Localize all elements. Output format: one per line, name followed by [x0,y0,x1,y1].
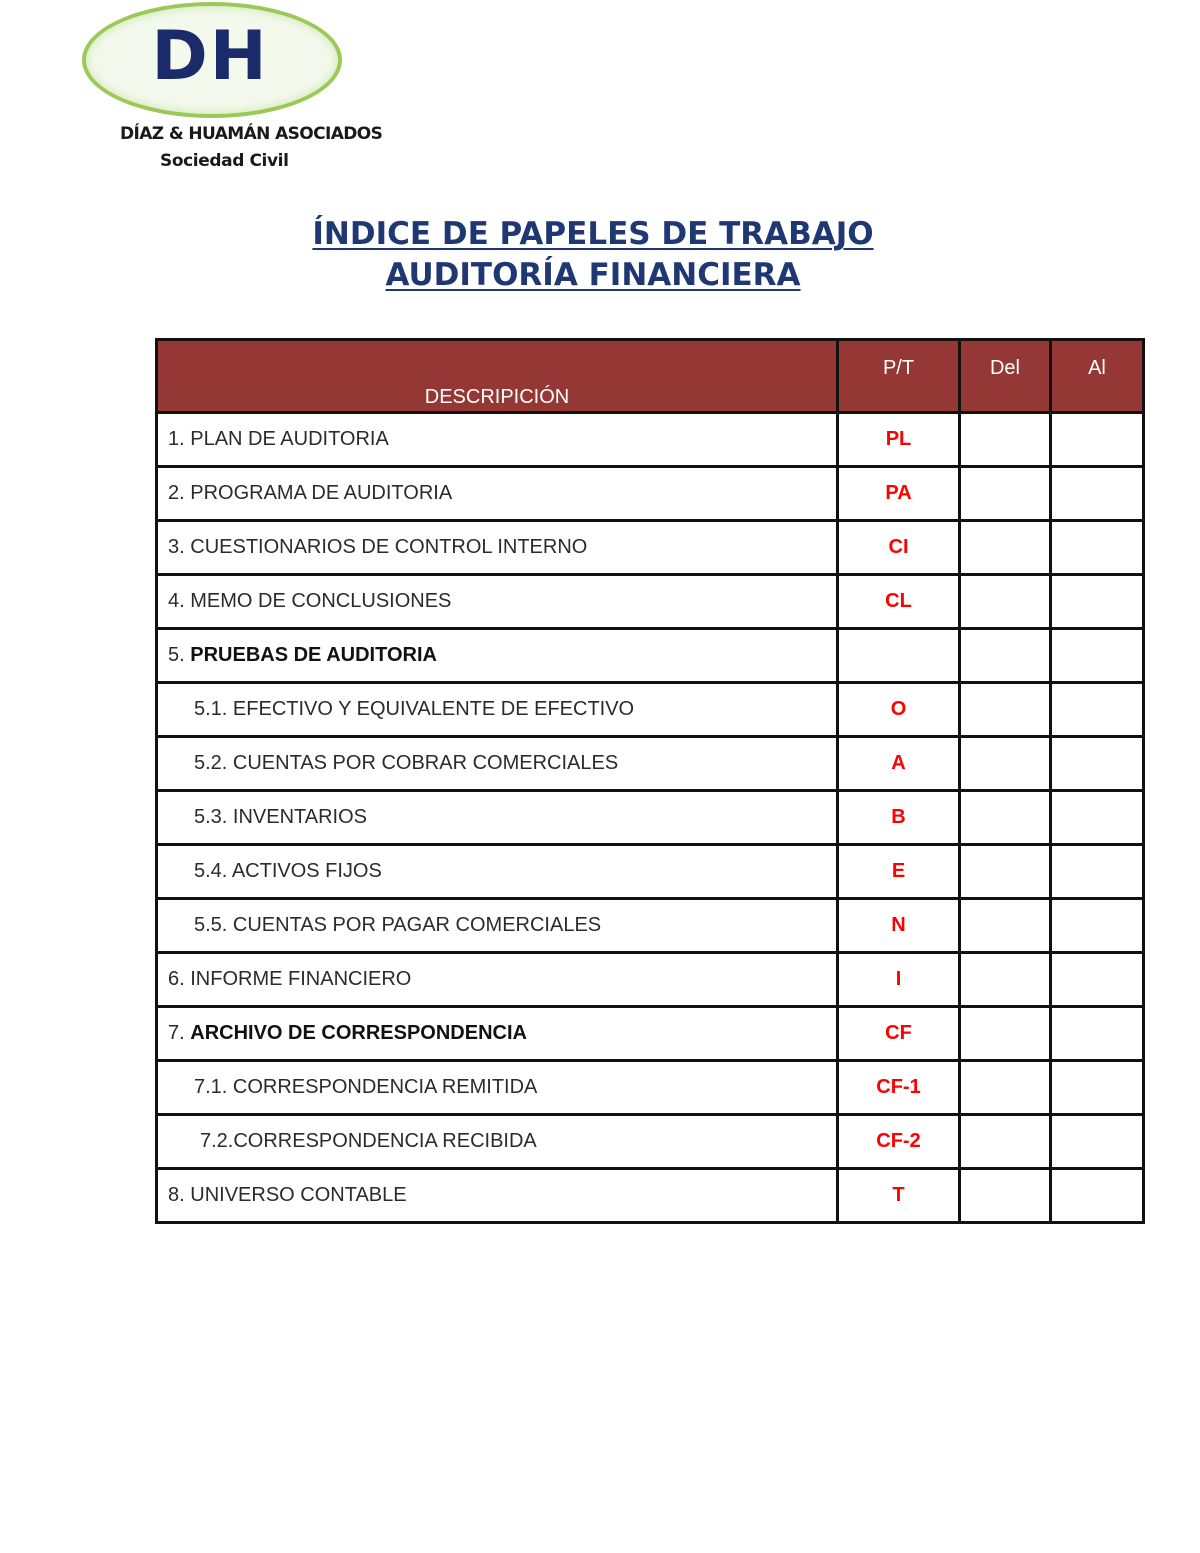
row-pt-code: CF-1 [838,1061,960,1115]
row-description [157,467,838,521]
row-number: 3. [168,536,191,558]
row-text: MEMO DE CONCLUSIONES [190,590,452,612]
row-description [157,791,838,845]
table-row [157,1061,1144,1115]
row-del-cell [960,629,1051,683]
row-pt-code: CF-2 [838,1115,960,1169]
row-text: PLAN DE AUDITORIA [190,428,389,450]
header-pt: P/T [838,340,960,413]
table-row [157,467,1144,521]
row-al-cell [1051,1061,1144,1115]
row-text: UNIVERSO CONTABLE [190,1184,407,1206]
row-pt-code: B [838,791,960,845]
row-text: 5.5. CUENTAS POR PAGAR COMERCIALES [194,914,602,936]
row-description [157,1115,838,1169]
table-row [157,683,1144,737]
row-al-cell [1051,899,1144,953]
table-row [157,1115,1144,1169]
row-pt-code: N [838,899,960,953]
table-row [157,737,1144,791]
row-number: 6. [168,968,191,990]
row-pt-code: T [838,1169,960,1223]
row-text: 5.4. ACTIVOS FIJOS [194,860,382,882]
row-al-cell [1051,467,1144,521]
row-del-cell [960,953,1051,1007]
header-description: DESCRIPICIÓN [157,340,838,413]
row-text: 7.1. CORRESPONDENCIA REMITIDA [194,1076,538,1098]
firm-logo [82,2,338,114]
row-pt-code: CI [838,521,960,575]
table-row [157,1007,1144,1061]
firm-subtitle: Sociedad Civil [160,151,289,171]
row-al-cell [1051,1169,1144,1223]
row-description [157,737,838,791]
row-al-cell [1051,1115,1144,1169]
row-pt-code [838,629,960,683]
row-description [157,1007,838,1061]
row-del-cell [960,413,1051,467]
table-row [157,413,1144,467]
row-pt-code: CF [838,1007,960,1061]
table-row [157,953,1144,1007]
table-row [157,899,1144,953]
row-text: 5.1. EFECTIVO Y EQUIVALENTE DE EFECTIVO [194,698,635,720]
row-description [157,521,838,575]
row-del-cell [960,575,1051,629]
row-del-cell [960,467,1051,521]
row-text: 5.3. INVENTARIOS [194,806,368,828]
row-number: 4. [168,590,191,612]
table-row [157,575,1144,629]
row-al-cell [1051,737,1144,791]
row-al-cell [1051,683,1144,737]
row-text: ARCHIVO DE CORRESPONDENCIA [190,1022,527,1044]
row-pt-code: E [838,845,960,899]
row-description [157,953,838,1007]
row-al-cell [1051,575,1144,629]
row-del-cell [960,683,1051,737]
row-del-cell [960,899,1051,953]
row-del-cell [960,1169,1051,1223]
row-text: 5.2. CUENTAS POR COBRAR COMERCIALES [194,752,619,774]
row-pt-code: I [838,953,960,1007]
firm-name: DÍAZ & HUAMÁN ASOCIADOS [120,124,383,144]
row-del-cell [960,791,1051,845]
row-del-cell [960,521,1051,575]
row-al-cell [1051,521,1144,575]
table-row [157,629,1144,683]
header-al: Al [1051,340,1144,413]
logo-letters: DH [151,17,269,96]
row-pt-code: A [838,737,960,791]
row-number: 8. [168,1184,191,1206]
row-description [157,1061,838,1115]
row-pt-code: PA [838,467,960,521]
row-description [157,629,838,683]
row-del-cell [960,1061,1051,1115]
row-pt-code: O [838,683,960,737]
table-header-row [157,340,1144,413]
row-al-cell [1051,1007,1144,1061]
row-al-cell [1051,953,1144,1007]
index-table [155,338,1145,1224]
row-pt-code: PL [838,413,960,467]
row-number: 1. [168,428,191,450]
row-description [157,575,838,629]
row-text: PROGRAMA DE AUDITORIA [190,482,453,504]
row-al-cell [1051,629,1144,683]
row-del-cell [960,845,1051,899]
row-text: 7.2.CORRESPONDENCIA RECIBIDA [200,1130,537,1152]
row-al-cell [1051,791,1144,845]
document-title-line-2: AUDITORÍA FINANCIERA [385,257,801,293]
row-number: 2. [168,482,191,504]
row-number: 7. [168,1022,191,1044]
row-description [157,1169,838,1223]
header-del: Del [960,340,1051,413]
document-title-line-1: ÍNDICE DE PAPELES DE TRABAJO [312,216,874,252]
row-del-cell [960,1007,1051,1061]
row-al-cell [1051,845,1144,899]
table-row [157,1169,1144,1223]
row-description [157,413,838,467]
row-text: INFORME FINANCIERO [190,968,412,990]
row-description [157,683,838,737]
row-description [157,899,838,953]
row-del-cell [960,1115,1051,1169]
table-row [157,791,1144,845]
row-text: PRUEBAS DE AUDITORIA [190,644,437,666]
row-al-cell [1051,413,1144,467]
row-text: CUESTIONARIOS DE CONTROL INTERNO [190,536,588,558]
row-number: 5. [168,644,191,666]
row-del-cell [960,737,1051,791]
row-description [157,845,838,899]
row-pt-code: CL [838,575,960,629]
table-row [157,845,1144,899]
table-row [157,521,1144,575]
